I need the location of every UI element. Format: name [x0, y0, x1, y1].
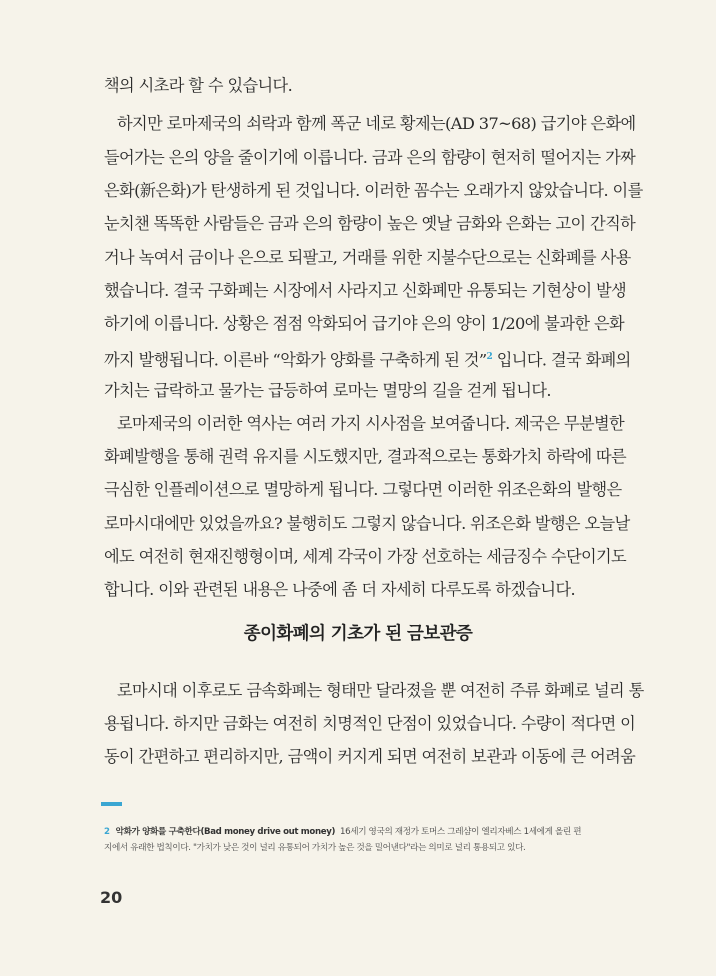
body-line: 했습니다. 결국 구화폐는 시장에서 사라지고 신화폐만 유통되는 기현상이 발생 [104, 281, 627, 300]
body-line: 극심한 인플레이션으로 멸망하게 됩니다. 그렇다면 이러한 위조은화의 발행은 [104, 480, 622, 499]
body-line: 로마제국의 이러한 역사는 여러 가지 시사점을 보여줍니다. 제국은 무분별한 [117, 414, 625, 433]
body-line: 로마시대 이후로도 금속화폐는 형태만 달라졌을 뿐 여전히 주류 화폐로 널리 통 [117, 681, 644, 700]
body-line: 합니다. 이와 관련된 내용은 나중에 좀 더 자세히 다루도록 하겠습니다. [104, 580, 576, 599]
body-text: 입니다. 결국 화폐의 [492, 350, 631, 370]
footnote-term: 악화가 양화를 구축한다(Bad money drive out money) [115, 827, 336, 837]
body-line: 동이 간편하고 편리하지만, 금액이 커지게 되면 여전히 보관과 이동에 큰 어려움 [104, 747, 636, 766]
body-line: 용됩니다. 하지만 금화는 여전히 치명적인 단점이 있었습니다. 수량이 적다면 이 [104, 714, 636, 733]
body-line: 하기에 이릅니다. 상황은 점점 악화되어 급기야 은의 양이 1/20에 불과한 은화 [104, 314, 625, 333]
body-line: 하지만 로마제국의 쇠락과 함께 폭군 네로 황제는(AD 37~68) 급기야 은화에 [117, 114, 636, 133]
body-line: 에도 여전히 현재진행형이며, 세계 각국이 가장 선호하는 세금징수 수단이기도 [104, 547, 627, 566]
footnote-number: 2 [104, 827, 110, 837]
body-line: 가치는 급락하고 물가는 급등하여 로마는 멸망의 길을 걷게 됩니다. [104, 381, 551, 400]
body-line-with-footnote-ref [104, 347, 631, 370]
section-heading: 종이화폐의 기초가 된 금보관증 [243, 624, 473, 644]
body-line: 들어가는 은의 양을 줄이기에 이릅니다. 금과 은의 함량이 현저히 떨어지는 가짜 [104, 148, 636, 167]
footnote-line: 지에서 유래한 법칙이다. "가치가 낮은 것이 널리 유통되어 가치가 높은 것을 밀어낸다"라는 의미로 널리 통용되고 있다. [104, 843, 526, 853]
body-line: 로마시대에만 있었을까요? 불행히도 그렇지 않습니다. 위조은화 발행은 오늘날 [104, 514, 630, 533]
footnote-line [104, 826, 581, 838]
body-line: 눈치챈 똑똑한 사람들은 금과 은의 함량이 높은 옛날 금화와 은화는 고이 간직하 [104, 214, 636, 233]
footnote-text: 16세기 영국의 재정가 토머스 그레샴이 엘리자베스 1세에게 올린 편 [340, 827, 582, 837]
body-text: 까지 발행됩니다. 이른바 “악화가 양화를 구축하게 된 것” [104, 350, 487, 370]
body-line: 책의 시초라 할 수 있습니다. [104, 76, 293, 95]
page-number: 20 [100, 888, 123, 907]
body-line: 화폐발행을 통해 권력 유지를 시도했지만, 결과적으로는 통화가치 하락에 따른 [104, 447, 627, 466]
footnote-reference: 2 [486, 352, 493, 362]
body-line: 거나 녹여서 금이나 은으로 되팔고, 거래를 위한 지불수단으로는 신화폐를 사용 [104, 248, 631, 267]
footnote-divider [101, 802, 122, 806]
body-line: 은화(新은화)가 탄생하게 된 것입니다. 이러한 꼼수는 오래가지 않았습니다. 이를 [104, 181, 643, 200]
